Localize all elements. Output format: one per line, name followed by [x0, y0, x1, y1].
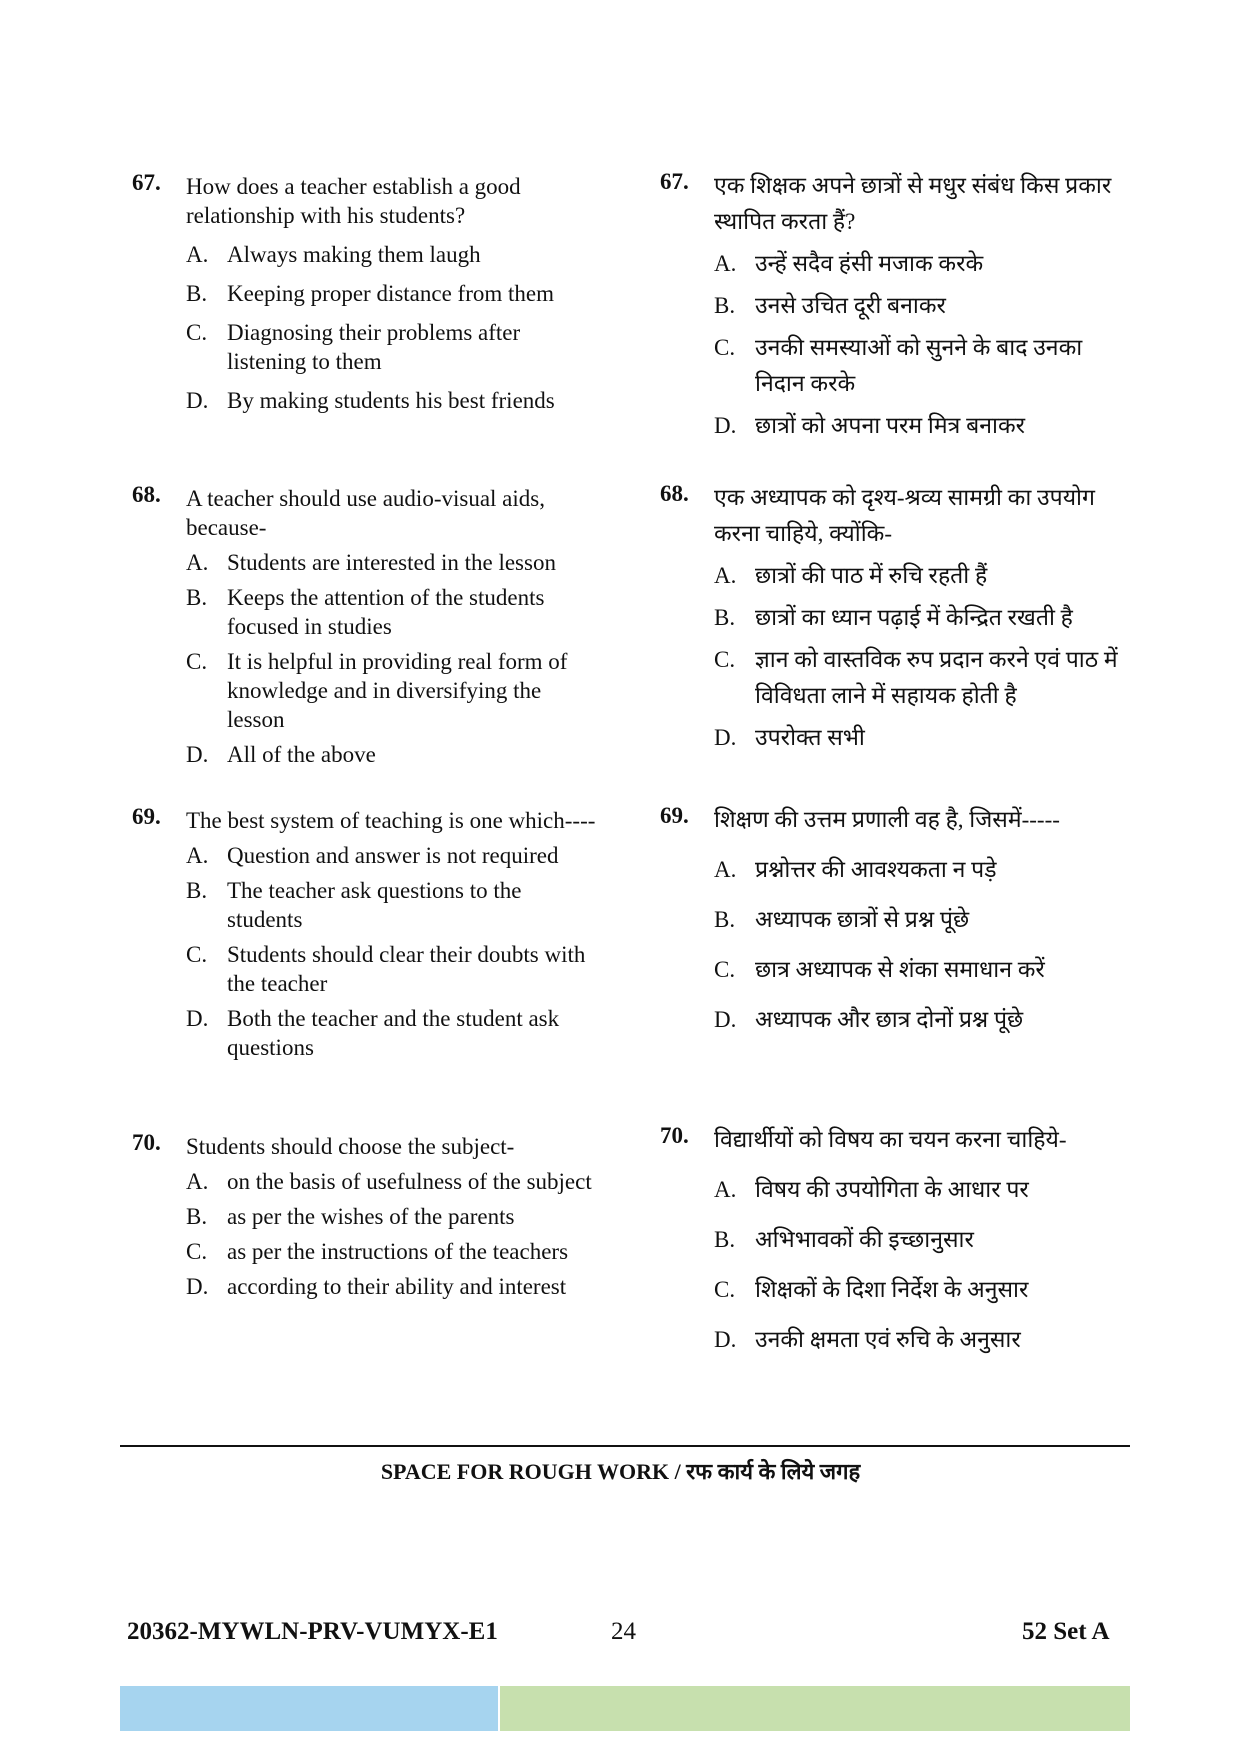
question-68-hi: [660, 480, 1130, 756]
question-70-hi: [660, 1122, 1130, 1358]
option-b: B. छात्रों का ध्यान पढ़ाई में केन्द्रित रखती है: [714, 605, 1073, 630]
option-b: B. as per the wishes of the parents: [186, 1204, 515, 1229]
footer-code: 20362-MYWLN-PRV-VUMYX-E1: [127, 1618, 498, 1645]
question-70-en: [132, 1132, 602, 1301]
question-69-en: [132, 806, 602, 1062]
option-a: A. Always making them laugh: [186, 242, 481, 267]
question-text: The best system of teaching is one which----: [186, 808, 596, 833]
question-number: 68.: [132, 482, 161, 507]
option-d: D. All of the above: [186, 742, 376, 767]
footer-bar-blue: [120, 1686, 498, 1731]
option-c: C. उनकी समस्याओं को सुनने के बाद उनका निदान करके: [714, 335, 1083, 396]
question-number: 68.: [660, 481, 689, 506]
question-text: A teacher should use audio-visual aids, because-: [186, 486, 545, 540]
divider-line: [120, 1445, 1130, 1447]
question-68-en: [132, 484, 602, 769]
option-c: C. Diagnosing their problems after listening to them: [186, 320, 521, 374]
question-text: शिक्षण की उत्तम प्रणाली वह है, जिसमें-----: [714, 807, 1060, 832]
option-b: B. Keeps the attention of the students focused in studies: [186, 585, 545, 639]
option-d: D. उपरोक्त सभी: [714, 725, 865, 750]
question-number: 67.: [660, 169, 689, 194]
option-a: A. on the basis of usefulness of the subject: [186, 1169, 592, 1194]
option-d: D. Both the teacher and the student ask questions: [186, 1006, 560, 1060]
option-a: A. विषय की उपयोगिता के आधार पर: [714, 1177, 1029, 1202]
question-number: 70.: [660, 1123, 689, 1148]
question-number: 70.: [132, 1130, 161, 1155]
option-d: D. अध्यापक और छात्र दोनों प्रश्न पूंछे: [714, 1007, 1024, 1032]
question-text: एक शिक्षक अपने छात्रों से मधुर संबंध किस प्रकार स्थापित करता हैं?: [714, 173, 1112, 234]
question-text: How does a teacher establish a good relationship with his students?: [186, 174, 521, 228]
option-c: C. as per the instructions of the teachers: [186, 1239, 569, 1264]
option-b: B. अध्यापक छात्रों से प्रश्न पूंछे: [714, 907, 970, 932]
option-b: B. उनसे उचित दूरी बनाकर: [714, 293, 946, 318]
option-a: A. Question and answer is not required: [186, 843, 559, 868]
option-a: A. छात्रों की पाठ में रुचि रहती हैं: [714, 563, 988, 588]
option-c: C. शिक्षकों के दिशा निर्देश के अनुसार: [714, 1277, 1029, 1302]
option-a: A. Students are interested in the lesson: [186, 550, 556, 575]
question-text: एक अध्यापक को दृश्य-श्रव्य सामग्री का उपयोग करना चाहिये, क्योंकि-: [714, 485, 1095, 546]
option-d: D. छात्रों को अपना परम मित्र बनाकर: [714, 413, 1026, 438]
question-text: विद्यार्थीयों को विषय का चयन करना चाहिये-: [714, 1127, 1067, 1152]
question-67-hi: [660, 168, 1130, 444]
option-b: B. अभिभावकों की इच्छानुसार: [714, 1227, 974, 1252]
option-c: C. It is helpful in providing real form of knowledge and in diversifying the lesson: [186, 649, 568, 732]
option-a: A. प्रश्नोत्तर की आवश्यकता न पड़े: [714, 857, 997, 882]
footer-bar-green: [500, 1686, 1130, 1731]
option-d: D. By making students his best friends: [186, 388, 555, 413]
question-69-hi: [660, 802, 1130, 1038]
option-c: C. ज्ञान को वास्तविक रुप प्रदान करने एवं पाठ में विविधता लाने में सहायक होती है: [714, 647, 1118, 708]
rough-work-label: SPACE FOR ROUGH WORK / रफ कार्य के लिये जगह: [380, 1459, 861, 1484]
question-67-en: [132, 172, 602, 415]
option-c: C. छात्र अध्यापक से शंका समाधान करें: [714, 957, 1045, 982]
question-number: 67.: [132, 170, 161, 195]
question-number: 69.: [132, 804, 161, 829]
option-a: A. उन्हें सदैव हंसी मजाक करके: [714, 251, 984, 276]
option-c: C. Students should clear their doubts with the teacher: [186, 942, 586, 996]
option-b: B. Keeping proper distance from them: [186, 281, 554, 306]
question-number: 69.: [660, 803, 689, 828]
option-b: B. The teacher ask questions to the students: [186, 878, 522, 932]
set-label: 52 Set A: [1022, 1618, 1110, 1645]
question-text: Students should choose the subject-: [186, 1134, 515, 1159]
page-number: 24: [611, 1618, 636, 1645]
option-d: D. उनकी क्षमता एवं रुचि के अनुसार: [714, 1327, 1021, 1352]
option-d: D. according to their ability and interest: [186, 1274, 567, 1299]
